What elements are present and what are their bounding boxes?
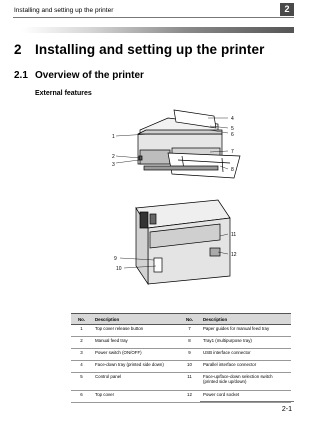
table-cell: Top cover release button [92,325,179,337]
table-header-no: No. [179,314,200,325]
table-cell: Power switch (ON/OFF) [92,349,179,361]
table-header-no: No. [71,314,92,325]
table-cell: 6 [71,391,92,403]
chapter-gradient-bar [22,27,294,33]
callout-11: 11 [231,232,237,238]
callout-9: 9 [114,256,117,262]
table-cell: 9 [179,349,200,361]
table-header-row [71,314,291,325]
section-heading-number: 2.1 [14,70,28,81]
section-heading [14,70,144,81]
table-cell: Power cord socket [200,391,291,403]
table-cell: Manual feed tray [92,337,179,349]
table-cell: Paper guides for manual feed tray [200,325,291,337]
table-row [71,325,291,337]
callout-6: 6 [231,132,234,138]
table-cell: 4 [71,361,92,373]
table-row [71,349,291,361]
callout-2: 2 [112,154,115,160]
callout-4: 4 [231,116,234,122]
chapter-heading-number: 2 [14,42,22,57]
table-cell: Control panel [92,373,179,391]
table-cell: 2 [71,337,92,349]
table-cell: USB interface connector [200,349,291,361]
table-row [71,361,291,373]
page-number: 2-1 [281,406,292,413]
table-cell: 5 [71,373,92,391]
section-heading-text: Overview of the printer [35,70,144,81]
printer-rear-view [136,200,230,284]
table-cell: 12 [179,391,200,403]
chapter-heading [14,42,264,57]
table-cell: 11 [179,373,200,391]
table-cell: Top cover [92,391,179,403]
table-cell: Face-up/face-down selection switch (printed side up/down) [200,373,291,391]
table-header-description: Description [200,314,291,325]
header-title: Installing and setting up the printer [14,7,114,14]
table-cell: Face-down tray (printed side down) [92,361,179,373]
table-row [71,337,291,349]
subsection-heading: External features [35,90,92,97]
chapter-badge: 2 [280,3,294,16]
table-cell: Tray1 (multipurpose tray) [200,337,291,349]
table-header-description: Description [92,314,179,325]
callout-7: 7 [231,149,234,155]
chapter-heading-text: Installing and setting up the printer [35,42,265,57]
footer-rule [200,401,294,402]
table-cell: 1 [71,325,92,337]
table-cell: 8 [179,337,200,349]
callout-8: 8 [231,167,234,173]
callout-12: 12 [231,252,237,258]
callout-1: 1 [112,134,115,140]
callout-5: 5 [231,126,234,132]
table-cell: 10 [179,361,200,373]
table-cell: 7 [179,325,200,337]
table-cell: 3 [71,349,92,361]
table-row [71,373,291,391]
printer-illustration [110,108,250,288]
callout-10: 10 [116,266,122,272]
table-cell: Parallel interface connector [200,361,291,373]
callout-3: 3 [112,162,115,168]
features-table [71,313,291,403]
header-rule [13,17,294,18]
